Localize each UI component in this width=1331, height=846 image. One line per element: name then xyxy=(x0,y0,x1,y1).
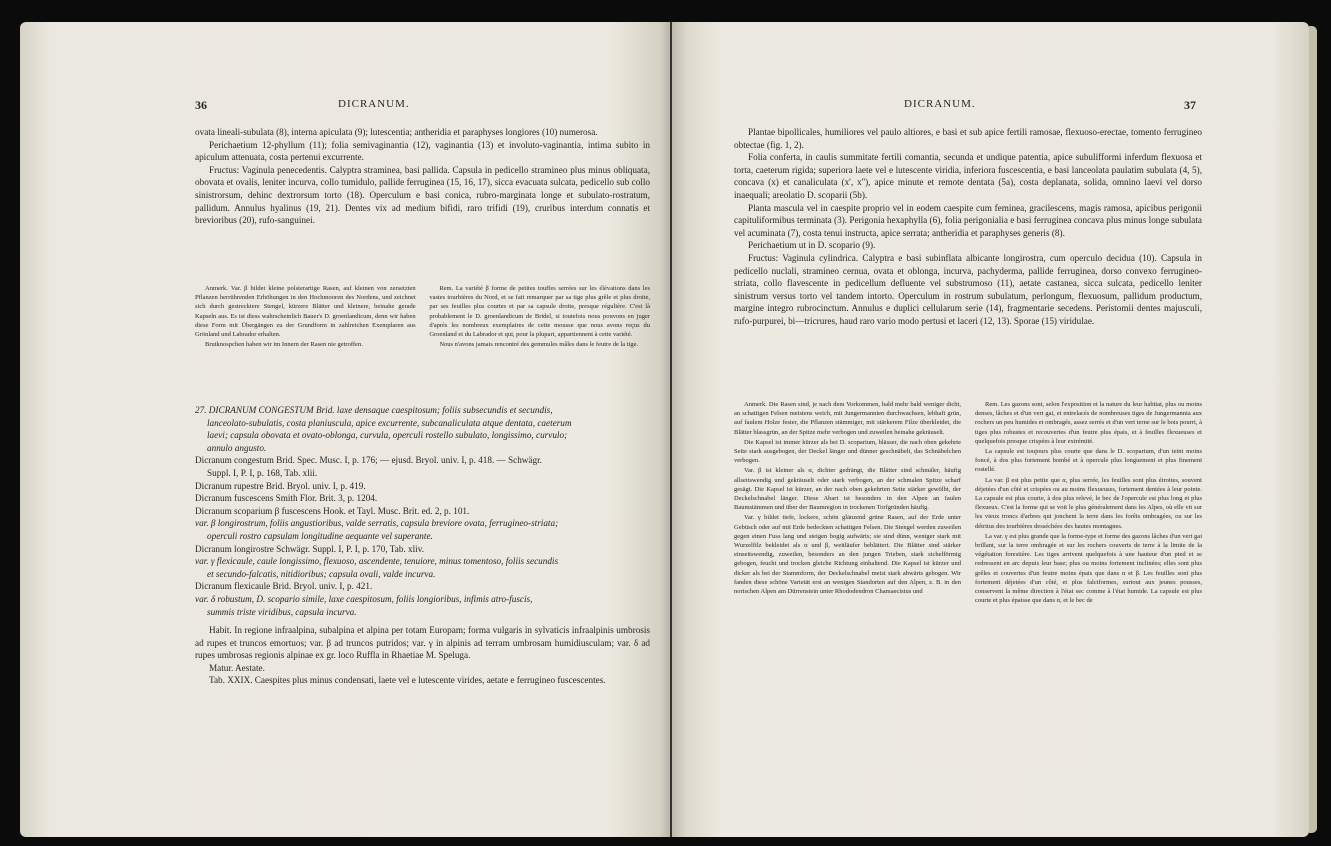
synonym-line: Dicranum rupestre Brid. Bryol. univ. I, p. 419. xyxy=(195,480,366,491)
species-heading-line: laevi; capsula obovata et ovato-oblonga, curvula, operculi rostello subulato, longissimo, curvulo; xyxy=(207,430,568,441)
variety-line: var. β longirostrum, foliis angustioribus, valde serratis, capsula breviore ovata, ferrugineo-striata; xyxy=(195,518,559,529)
note-german-paragraph: Anmerk. Die Rasen sind, je nach dem Vorkommen, bald mehr bald weniger dicht, an schattigen Felsen meistens weich, mit Jungermannien durchwachsen, lebhaft grün, auf faulem Holze fester, die Pflanzen stämmiger, mit stärkerem Filze überkleidet, die Blätter blassgrün, an der Spitze mehr verbogen und zuweilen beinahe gekräuselt. xyxy=(734,401,961,436)
synonym-line: Dicranum fuscescens Smith Flor. Brit. 3, p. 1204. xyxy=(195,493,378,504)
note-french-paragraph: La capsule est toujours plus courte que dans le D. scoparium, d'un teint moins foncé, à dos plus fortement bombé et à opercule plus longuement et plus finement rostellé. xyxy=(975,448,1202,474)
page-edges xyxy=(1309,26,1317,833)
species-heading-line: 27. DICRANUM CONGESTUM Brid. laxe densaque caespitosum; foliis subsecundis et secundis, xyxy=(195,405,553,415)
left-body xyxy=(195,126,650,227)
variety-line: operculi rostro capsulam longitudine aequante vel superante. xyxy=(207,530,433,541)
species-heading-line: lanceolato-subulatis, costa planiuscula, apice excurrente, subcanaliculata atque dentata, caeterum xyxy=(207,417,572,428)
left-running-title: DICRANUM. xyxy=(338,98,410,110)
paragraph-plantae: Plantae bipollicales, humiliores vel paulo altiores, e basi et sub apice fertili ramosae, flexuoso-erectae, tomento ferrugineo obtectae (fig. 1, 2). xyxy=(734,127,1202,150)
variety-line: var. δ robustum, D. scopario simile, laxe caespitosum, foliis longioribus, infimis atro-fuscis, xyxy=(195,593,533,604)
note-german-paragraph: Anmerk. Var. β bildet kleine polsterartige Rasen, auf kleinen von zersetzten Pflanzen herrührenden Erhöhungen in den Hochmooren des Nordens, und zeichnet sich durch gestrecktere Stengel, kürzere Blätter und kleinere, beinahe gerade Kapseln aus. Es ist diess wahrscheinlich Bauer's D. groenlandicum, denn wir haben diese Form mit Übergängen zu der Grundform in zahlreichen Exemplaren aus Grönland und Labrador erhalten. xyxy=(195,285,416,339)
note-french-paragraph: Nous n'avons jamais rencontré des gemmules mâles dans le feutre de la tige. xyxy=(439,341,639,349)
habitat: Habit. In regione infraalpina, subalpina et alpina per totam Europam; forma vulgaris in sylvaticis infraalpinis umbrosis ad rupes et truncos emortuos; var. β ad truncos putridos; var. γ in alpinis ad terram umbrosam humidiusculam; var. δ ad rupes umbrosas regionis alpinae ex gr. loco Ruffla in Rhaetiae M. Speluga. xyxy=(195,625,650,661)
note-german-paragraph: Var. β ist kleiner als α, dichter gedrängt, die Blätter sind schmäler, häufig allseitswendig und gekräuselt oder stark verbogen, an der schmalen Spitze scharf gesägt. Die Kapsel ist kürzer, an der nach oben gekehrten Seite stärker gewölbt, der Deckelschnabel länger. Diese Abart ist besonders in den Alpen an faulen Baumstämmen und über der Baumregion in trockenen Torfgründen häufig. xyxy=(734,467,961,512)
table-note: Tab. XXIX. Caespites plus minus condensati, laete vel e lutescente virides, aetate e ferrugineo fuscescentes. xyxy=(209,675,606,686)
synonymy xyxy=(195,454,650,618)
synonym-line: Suppl. I, P. I, p. 168, Tab. xlii. xyxy=(207,467,318,478)
note-french-paragraph: Rem. Les gazons sont, selon l'exposition et la nature du leur habitat, plus ou moins denses, lâches et d'un vert gai, et entrelacés de nombreuses tiges de Jungermannia aux rochers un peu humides et ombragés, assez serrés et d'un vert terne sur le bois pourri, à tiges plus robustes et recouvertes d'un feutre plus épais, et à feuilles flexueuses et quelquefois presque crispées à leur extrémité. xyxy=(975,401,1202,445)
paragraph-fructus: Fructus: Vaginula cylindrica. Calyptra e basi subinflata albicante longirostra, cum operculo decidua (10). Capsula in pedicello nuclali, stramineo cernua, ovata et oblonga, incurva, pachyderma, pallide ferruginea, dorso convexo ferrugineo-striata, collo flavescente in pedicellum defluente vel substrumoso (11), aetate castanea, sicca sulcata, pedicello leniter sinistrum versus torto vel tandem intorto. Operculum in rostrum subulatum, perlongum, flexuosum, pallidum productum, margine integro rubrocinctum. Annulus e duplici cellularum serie (14), fragmentarie secedens. Peristomii dentes majusculi, rufo-purpurei, bi—tricrures, haud raro vario modo pertusi et laceri (12, 13). Sporae (15) viridulae. xyxy=(734,252,1202,326)
maturity: Matur. Aestate. xyxy=(209,662,265,673)
note-german xyxy=(195,284,416,380)
note-german xyxy=(734,400,961,820)
paragraph-gametophyte: ovata lineali-subulata (8), interna apiculata (9); lutescentia; antheridia et paraphyses longiores (10) numerosa. xyxy=(195,127,598,137)
right-page-number: 37 xyxy=(1184,98,1196,112)
left-notes xyxy=(195,284,650,380)
note-french-paragraph: Rem. La variété β forme de petites touffes serrées sur les élévations dans les vastes tourbières du Nord, et se fait remarquer par sa tige plus grêle et plus droite, par ses feuilles plus courtes et par sa capsule droite, presque régulière. C'est là probablement le D. groenlandicum de Bridel, si toutefois nous pouvons en juger d'après les nombreux exemplaires de cette mousse que nous avons reçus du Groenland et du Labrador et qui, pour la plupart, appartiennent à cette variété. xyxy=(429,285,650,339)
left-page xyxy=(20,22,670,837)
note-german-paragraph: Die Kapsel ist immer kürzer als bei D. scoparium, blässer, die nach oben gekehrte Seite stark ausgebogen, der Deckel länger und dünner geschnäbelt, das Schnäbelchen verbogen. xyxy=(734,438,961,465)
species-entry xyxy=(195,404,650,687)
note-french-paragraph: La var. γ est plus grande que la forme-type et forme des gazons lâches d'un vert gai brillant, sur la terre ombragée et sur les rochers couverts de terre à la limite de la végétation forestière. Les tiges arrivent quelquefois à une hauteur d'un pied et se redressent en arc depuis leur base; plus ou moins fortement inclinées; elles sont plus grêles et couvertes d'un feutre moins épais que dans α et β. Les feuilles sont plus fortement déjetées d'un côté, et plus falciformes, surtout aux jeunes pousses, conservent la même direction à l'état sec comme à l'état humide. La capsule est plus courte et plus épaisse que dans α, et le bec de xyxy=(975,532,1202,605)
right-running-head xyxy=(672,98,1309,118)
right-notes xyxy=(734,400,1202,820)
synonym-line: Dicranum congestum Brid. Spec. Musc. I, p. 176; — ejusd. Bryol. univ. I, p. 418. — Schwägr. xyxy=(195,455,542,466)
paragraph-fructus: Fructus: Vaginula penecedentis. Calyptra straminea, basi pallida. Capsula in pedicello stramineo plus minus obliquata, obovata et ovalis, leniter incurva, collo tumidulo, pallide ferruginea (15, 16, 17), sicca evacuata sulcata, pedicello sub collo sinistrorsum, dehinc dextrorsum torto (18). Operculum e basi conica, rubro-marginata longe et subulato-rostratum, pallidum. Annulus hyalinus (19, 21). Dentes vix ad medium bifidi, raro trifidi (19), cruribus interdum connatis et brevioribus (20), rufo-sanguinei. xyxy=(195,164,650,226)
paragraph-folia: Folia conferta, in caulis summitate fertili comantia, secunda et undique patentia, apice subulifformi inferdum flexuosa et torta, caeterum rigida; superiora laete vel e lutescente viridia, inferiora fuscescentia, e basi lanceolata paulatim subulata (4, 5), concava (x) et canaliculata (x', x''), apice minute et remote dentata (5a), costa deplanata, solida, omnino laevi vel dorso inaequali; areolatio D. scoparii (5b). xyxy=(734,152,1202,200)
left-page-number: 36 xyxy=(195,98,207,112)
note-german-paragraph: Brutknospchen haben wir im Innern der Rasen nie getroffen. xyxy=(205,341,363,349)
note-french xyxy=(975,400,1202,820)
left-running-head xyxy=(20,98,670,118)
paragraph-perichaetium: Perichaetium 12-phyllum (11); folia semivaginantia (12), vaginantia (13) et involuto-vaginantia, intima subito in apiculum attenuata, costa pertenui excurrente. xyxy=(195,139,650,163)
note-german-paragraph: Var. γ bildet tiefe, lockere, schön glänzend grüne Rasen, auf der Erde unter Gebüsch oder auf mit Erde bedeckten schattigen Felsen. Die Stengel werden zuweilen gegen einen Fuss lang und steigen bogig aufwärts; sie sind dünn, weniger stark mit Wurzelfilz bekleidet als α und β, weitläufer beblättert. Die Blätter sind stärker einseitswendig, zuweilen, besonders an den jungen Trieben, stark sichelförmig gebogen, feucht und trocken gleiche Richtung einhaltend. Die Kapsel ist kürzer und dicker als bei der Stammform, der Deckelschnabel meist stark abwärts gebogen. Wir fanden diese schöne Varietät erst an wenigen Standorten auf den Alpen, z. B. in den norischen Alpen am Dürrenstein unter Rhododendron Chamaecistus und xyxy=(734,514,961,596)
paragraph-planta-mascula: Planta mascula vel in caespite proprio vel in eodem caespite cum feminea, gracilescens, magis ramosa, apicibus perigonii capituliformibus terminata (3). Perigonia hexaphylla (6), folia perigonialia e basi ferruginea concava plus minus longe subulata vel acuminata (7), costa tenui instructa, apice serrata; antheridia et paraphyses generis (8). xyxy=(734,202,1202,238)
variety-line: var. γ flexicaule, caule longissimo, flexuoso, ascendente, tenuiore, minus tomentoso, foliis secundis xyxy=(195,556,559,567)
synonym-line: Dicranum flexicaule Brid. Bryol. univ. I, p. 421. xyxy=(195,581,373,592)
synonym-line: Dicranum longirostre Schwägr. Suppl. I, P. I, p. 170, Tab. xliv. xyxy=(195,543,425,554)
variety-line: et secundo-falcatis, nitidioribus; capsula ovali, valde incurva. xyxy=(207,568,436,579)
species-heading xyxy=(195,404,650,454)
note-french-paragraph: La var. β est plus petite que α, plus serrée, les feuilles sont plus étroites, souvent déjetées d'un côté et crispées ou au moins flexueuses, fortement dentées à leur pointe. La capsule est plus courte, à dos plus relevé, le bec de l'opercule est plus long et plus flexueux. C'est la forme qui se voit le plus généralement dans les Alpes, où elle vit sur les vieux troncs d'arbres qui jonchent la terre dans les forêts ombragées, ou sur les détritus des tourbières desséchées des hautes montagnes. xyxy=(975,476,1202,530)
right-body xyxy=(734,126,1202,328)
note-french xyxy=(429,284,650,380)
paragraph-perichaetium: Perichaetium ut in D. scopario (9). xyxy=(748,240,876,251)
synonym-line: Dicranum scoparium β fuscescens Hook. et Tayl. Musc. Brit. ed. 2, p. 101. xyxy=(195,505,470,516)
right-page xyxy=(672,22,1309,837)
right-running-title: DICRANUM. xyxy=(904,98,976,110)
variety-line: summis triste viridibus, capsula incurva. xyxy=(207,606,357,617)
species-heading-line: annulo angusto. xyxy=(207,442,267,453)
